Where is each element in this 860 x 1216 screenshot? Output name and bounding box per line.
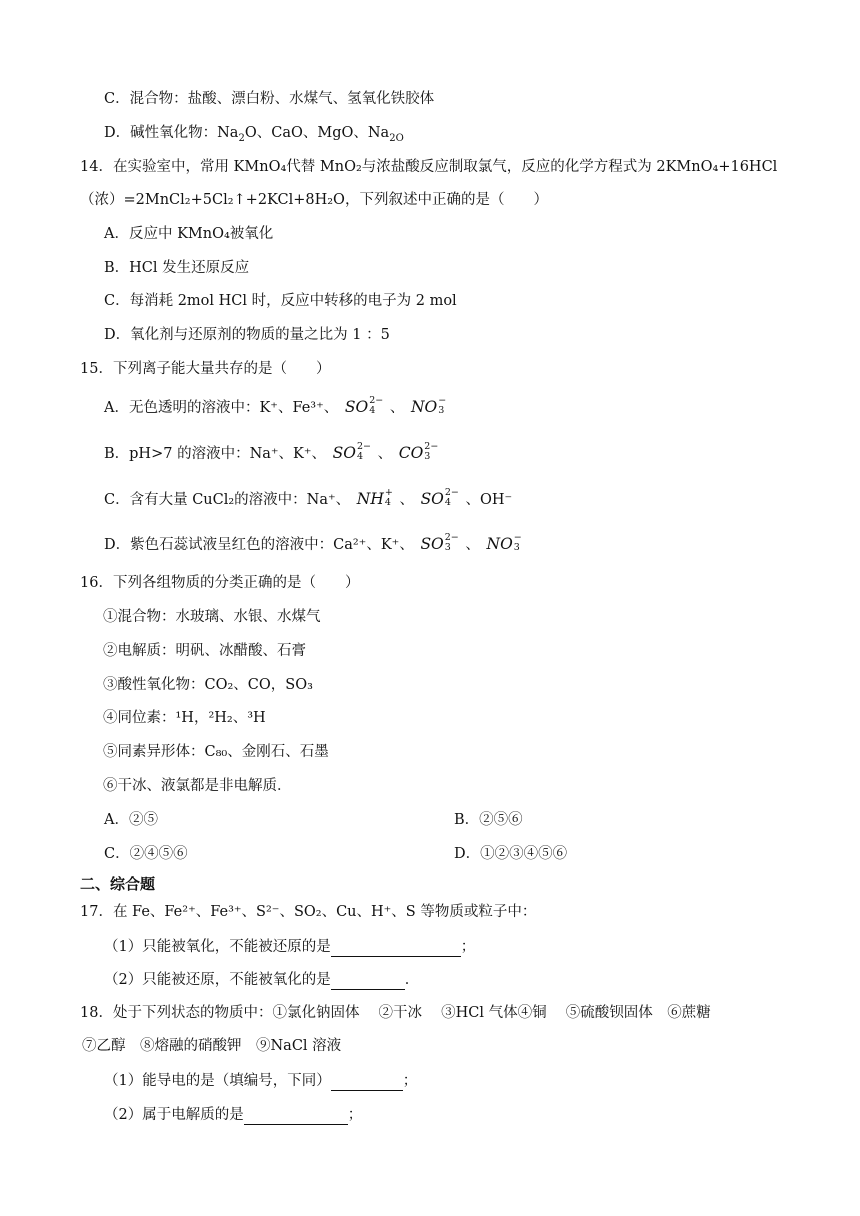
q13-option-d: D．碱性氧化物：$Na_2O$、CaO、MgO、$Na_{2O}$ xyxy=(104,125,404,144)
q18-stem-line1: 18．处于下列状态的物质中：①氯化钠固体 ②干冰 ③HCl 气体④铜 ⑤硫酸钡固体 ⑥蔗糖 xyxy=(80,1005,711,1021)
ion-co3: CO 2− 3 xyxy=(398,441,439,462)
q18-part-1: （1）能导电的是（填编号，下同） ； xyxy=(104,1073,418,1089)
q16-option-c: C．②④⑤⑥ xyxy=(104,846,188,862)
ion-nh4: NH + 4 xyxy=(356,487,393,508)
q15-option-b: B．pH>7 的溶液中：Na⁺、K⁺、 SO 2− 4 、 CO 2− 3 xyxy=(104,441,439,462)
q13-option-c: C．混合物：盐酸、漂白粉、水煤气、氢氧化铁胶体 xyxy=(104,91,435,107)
q16-item-5: ⑤同素异形体：C₈₀、金刚石、石墨 xyxy=(103,744,329,760)
ion-no3: NO − 3 xyxy=(486,532,522,553)
answer-blank[interactable] xyxy=(244,1110,348,1125)
q15-stem: 15．下列离子能大量共存的是（ ） xyxy=(80,361,331,377)
section-heading: 二、综合题 xyxy=(80,875,156,893)
ion-so4: SO 2− 4 xyxy=(332,441,371,462)
q14-stem-line1: 14．在实验室中，常用 KMnO₄代替 MnO₂与浓盐酸反应制取氯气，反应的化学方程式为 2KMnO₄+16HCl xyxy=(80,159,778,175)
answer-blank[interactable] xyxy=(331,975,405,990)
q14-option-d: D．氧化剂与还原剂的物质的量之比为 1 ：5 xyxy=(104,327,390,343)
q16-option-a: A．②⑤ xyxy=(104,812,158,828)
q17-part-1: （1）只能被氧化，不能被还原的是 ； xyxy=(104,939,476,955)
q18-part-2: （2）属于电解质的是 ； xyxy=(104,1107,363,1123)
q14-option-c: C．每消耗 2mol HCl 时，反应中转移的电子为 2 mol xyxy=(104,293,457,309)
ion-no3: NO − 3 xyxy=(410,395,447,416)
q16-option-b: B．②⑤⑥ xyxy=(454,812,523,828)
q15-option-c: C．含有大量 CuCl₂的溶液中：Na⁺、 NH + 4 、 SO 2− 4 、OH⁻ xyxy=(104,487,513,508)
q16-item-4: ④同位素：¹H，²H₂、³H xyxy=(103,710,266,726)
q14-option-b: B．HCl 发生还原反应 xyxy=(104,260,250,276)
ion-so3: SO 2− 3 xyxy=(420,532,459,553)
q15-option-a: A．无色透明的溶液中：K⁺、Fe³⁺、 SO 2− 4 、 NO − 3 xyxy=(104,395,447,416)
q16-item-6: ⑥干冰、液氯都是非电解质． xyxy=(103,778,292,794)
q17-part-2: （2）只能被还原，不能被氧化的是 ． xyxy=(104,972,420,988)
q16-item-3: ③酸性氧化物：CO₂、CO，SO₃ xyxy=(103,677,313,693)
q16-stem: 16．下列各组物质的分类正确的是（ ） xyxy=(80,575,360,591)
q16-item-1: ①混合物：水玻璃、水银、水煤气 xyxy=(103,609,321,625)
q14-option-a: A．反应中 KMnO₄被氧化 xyxy=(104,226,274,242)
q16-option-d: D．①②③④⑤⑥ xyxy=(454,846,568,862)
ion-so4: SO 2− 4 xyxy=(420,487,459,508)
answer-blank[interactable] xyxy=(331,1076,403,1091)
ion-so4: SO 2− 4 xyxy=(344,395,384,416)
q14-stem-line2: （浓）=2MnCl₂+5Cl₂↑+2KCl+8H₂O，下列叙述中正确的是（ ） xyxy=(80,192,548,208)
answer-blank[interactable] xyxy=(331,942,461,957)
q15-option-d: D．紫色石蕊试液呈红色的溶液中：Ca²⁺、K⁺、 SO 2− 3 、 NO − 3 xyxy=(104,532,522,553)
q18-stem-line2: ⑦乙醇 ⑧熔融的硝酸钾 ⑨NaCl 溶液 xyxy=(82,1038,342,1054)
q17-stem: 17．在 Fe、Fe²⁺、Fe³⁺、S²⁻、SO₂、Cu、H⁺、S 等物质或粒子中： xyxy=(80,904,537,920)
q16-item-2: ②电解质：明矾、冰醋酸、石膏 xyxy=(103,643,306,659)
